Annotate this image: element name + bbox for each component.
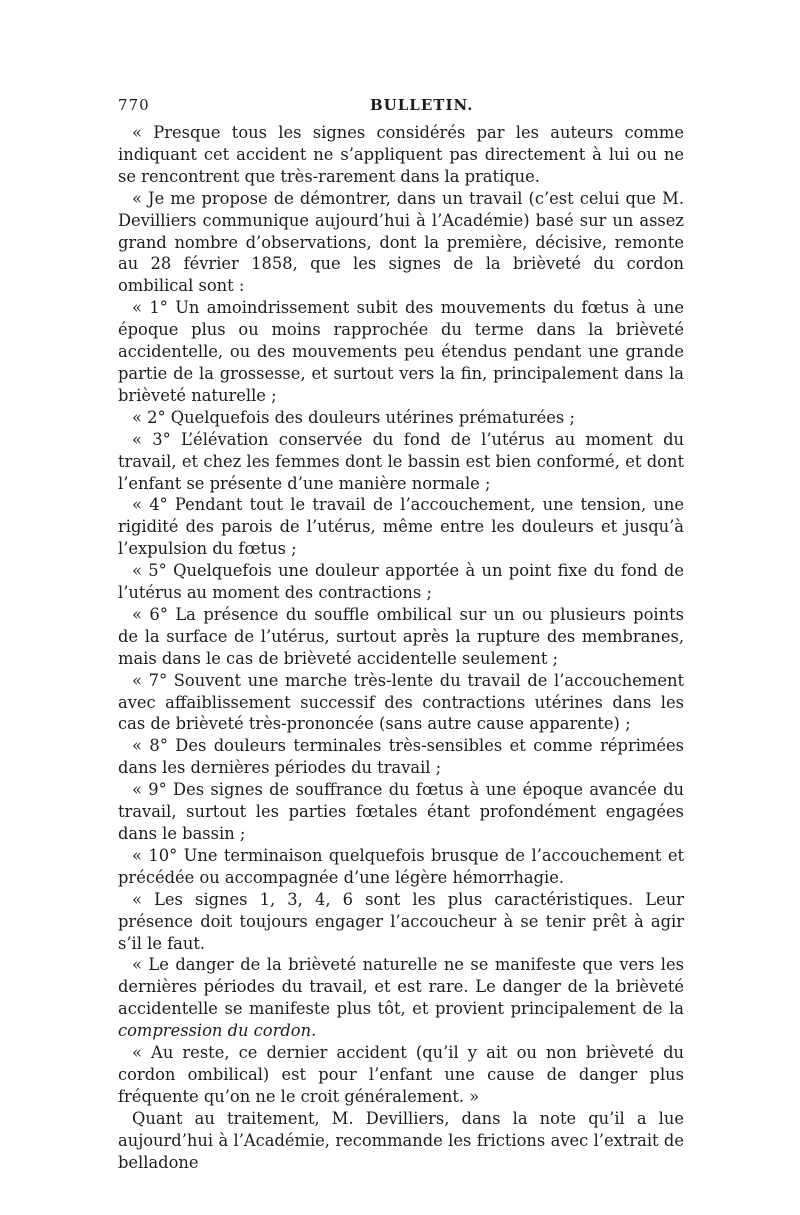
- sign-9: « 9° Des signes de souffrance du fœtus à une époque avancée du travail, surtout les parties fœtales étant profondément engagées dans le bassin ;: [118, 780, 684, 843]
- sign-8: « 8° Des douleurs terminales très-sensibles et comme réprimées dans les dernières périodes du travail ;: [118, 736, 684, 778]
- sign-3: « 3° L’élévation conservée du fond de l’utérus au moment du travail, et chez les femmes dont le bassin est bien conformé, et dont l’enfant se présente d’une manière normale ;: [118, 429, 684, 493]
- body-text: [118, 122, 684, 1174]
- sign-10: « 10° Une terminaison quelquefois brusque de l’accouchement et précédée ou accompagnée d’une légère hémorrhagie.: [118, 845, 684, 887]
- danger-italic: compression du cordon.: [118, 1021, 317, 1041]
- document-page: [118, 96, 684, 1174]
- running-title: BULLETIN.: [370, 96, 474, 114]
- sign-1: « 1° Un amoindrissement subit des mouvements du fœtus à une époque plus ou moins rapprochée du terme dans la brièveté accidentelle, ou des mouvements peu étendus pendant une grande partie de la grossesse, et surtout vers la fin, principalement dans la brièveté naturelle ;: [118, 298, 684, 405]
- paragraph-treatment: Quant au traitement, M. Devilliers, dans la note qu’il a lue aujourd’hui à l’Académie, recommande les frictions avec l’extrait de belladone: [118, 1108, 684, 1172]
- paragraph-danger: [118, 954, 684, 1042]
- page-number: 770: [118, 96, 150, 114]
- page-header: [118, 96, 684, 118]
- sign-7: « 7° Souvent une marche très-lente du travail de l’accouchement avec affaiblissement successif des contractions utérines dans les cas de brièveté très-prononcée (sans autre cause apparente) ;: [118, 670, 684, 734]
- sign-5: « 5° Quelquefois une douleur apportée à un point fixe du fond de l’utérus au moment des contractions ;: [118, 561, 684, 603]
- danger-text: « Le danger de la brièveté naturelle ne se manifeste que vers les dernières périodes du travail, et est rare. Le danger de la brièveté accidentelle se manifeste plus tôt, et provient principalement de la: [118, 955, 684, 1019]
- sign-4: « 4° Pendant tout le travail de l’accouchement, une tension, une rigidité des parois de l’utérus, même entre les douleurs et jusqu’à l’expulsion du fœtus ;: [118, 495, 684, 559]
- paragraph-accident: « Au reste, ce dernier accident (qu’il y ait ou non brièveté du cordon ombilical) est pour l’enfant une cause de danger plus fréquente qu’on ne le croit généralement. »: [118, 1043, 684, 1106]
- paragraph-proposition: « Je me propose de démontrer, dans un travail (c’est celui que M. Devilliers communique aujourd’hui à l’Académie) basé sur un assez grand nombre d’observations, dont la première, décisive, remonte au 28 février 1858, que les signes de la brièveté du cordon ombilical sont :: [118, 188, 684, 296]
- paragraph-intro: « Presque tous les signes considérés par les auteurs comme indiquant cet accident ne s’appliquent pas directement à lui ou ne se rencontrent que très-rarement dans la pratique.: [118, 123, 684, 186]
- sign-2: « 2° Quelquefois des douleurs utérines prématurées ;: [132, 407, 575, 427]
- sign-6: « 6° La présence du souffle ombilical sur un ou plusieurs points de la surface de l’utérus, surtout après la rupture des membranes, mais dans le cas de brièveté accidentelle seulement ;: [118, 604, 684, 668]
- paragraph-characteristic-signs: « Les signes 1, 3, 4, 6 sont les plus caractéristiques. Leur présence doit toujours engager l’accoucheur à se tenir prêt à agir s’il le faut.: [118, 889, 684, 953]
